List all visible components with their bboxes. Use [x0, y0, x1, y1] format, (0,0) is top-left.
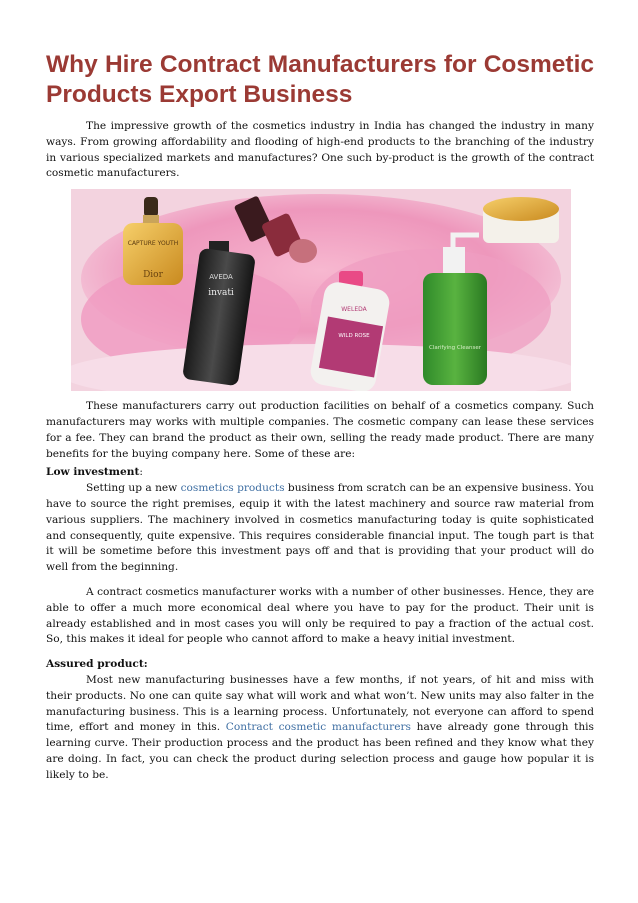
- gold-jar: [483, 197, 559, 243]
- low-investment-paragraph-2: A contract cosmetics manufacturer works with a number of other businesses. Hence, they are able to offer a much more economical deal where you have to pay for the product. Their unit is already established and in most cases you will only be required to pay a fraction of the actual cost. So, this makes it ideal for people who cannot afford to make a heavy initial investment.: [46, 585, 594, 646]
- cosmetics-product-photo: [71, 189, 571, 391]
- assured-product-paragraph: Most new manufacturing businesses have a few months, if not years, of hit and miss with their products. No one can quite say what will work and what won’t. New units may also falter in the manufacturing business. This is a learning process. Unfortunately, not everyone can afford to spend time, effort and money in this. Contract cosmetic manufacturers have already gone through this learning curve. Their production process and the product has been refined and they know what they are doing. In fact, you can check the product during selection process and gauge how popular it is likely to be.: [46, 673, 594, 781]
- overview-paragraph: These manufacturers carry out production facilities on behalf of a cosmetics company. Such manufacturers may works with multiple companies. The cosmetic company can lease these services for a fee. They can brand the product as their own, selling the ready made product. There are many benefits for the buying company here. Some of these are:: [46, 400, 594, 460]
- svg-text:CAPTURE YOUTH: CAPTURE YOUTH: [127, 240, 179, 248]
- svg-text:AVEDA: AVEDA: [209, 273, 233, 282]
- svg-text:invati: invati: [208, 288, 234, 299]
- page-title: Why Hire Contract Manufacturers for Cosmetic Products Export Business: [46, 51, 594, 108]
- cosmetics-illustration: [71, 189, 571, 391]
- section-heading-low-investment: Low investment:: [46, 466, 143, 479]
- intro-paragraph: The impressive growth of the cosmetics industry in India has changed the industry in many ways. From growing affordability and flooding of high-end products to the branching of the industry in various specialized markets and manufactures? One such by-product is the growth of the contract cosmetic manufacturers.: [46, 120, 594, 180]
- svg-text:WELEDA: WELEDA: [341, 306, 367, 314]
- section-heading-assured-product: Assured product:: [46, 658, 148, 671]
- contract-manufacturers-link[interactable]: Contract cosmetic manufacturers: [225, 721, 411, 734]
- cosmetics-products-link[interactable]: cosmetics products: [180, 482, 285, 495]
- document-page: [46, 50, 594, 784]
- low-investment-paragraph-1: Setting up a new cosmetics products business from scratch can be an expensive business. You have to source the right premises, equip it with the latest machinery and source raw material from various suppliers. The machinery involved in cosmetics manufacturing today is quite sophisticated and consequently, quite expensive. This requires considerable financial input. The tough part is that it will be sometime before this investment pays off and that is providing that your product will do well from the beginning.: [46, 482, 594, 574]
- svg-text:Clarifying Cleanser: Clarifying Cleanser: [429, 345, 481, 352]
- svg-text:Dior: Dior: [143, 270, 163, 281]
- svg-text:WILD ROSE: WILD ROSE: [338, 333, 370, 340]
